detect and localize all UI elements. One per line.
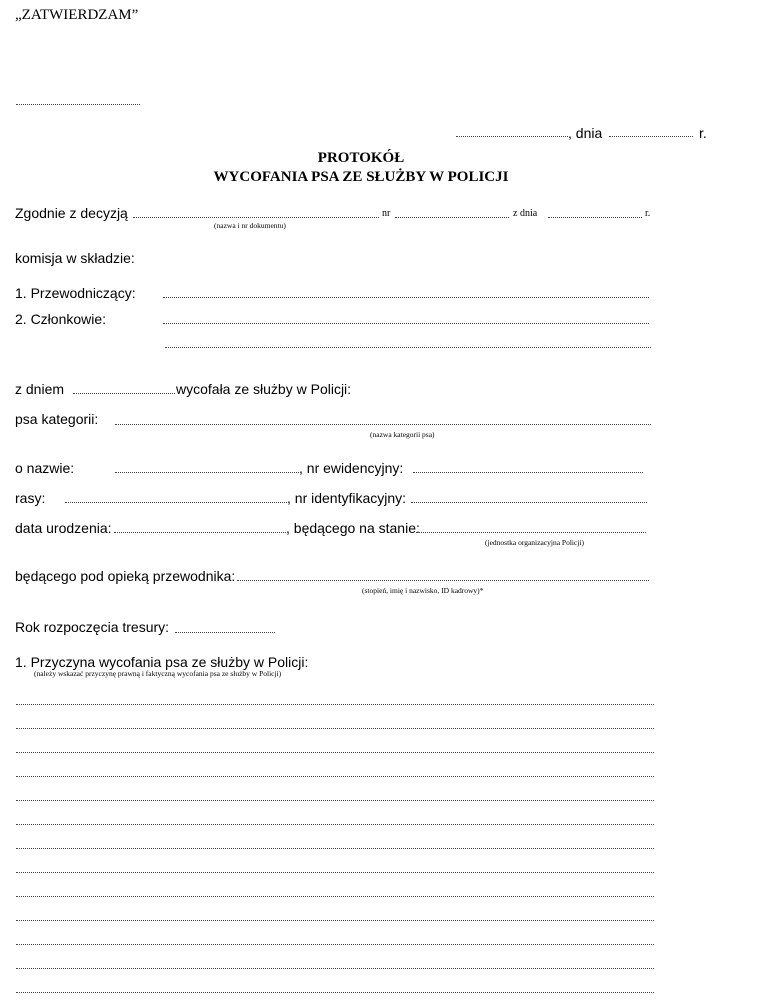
members-label: 2. Członkowie: — [15, 311, 107, 327]
place-dnia-label: , dnia — [568, 125, 603, 141]
reason-line[interactable] — [16, 800, 654, 801]
place-r-label: r. — [699, 125, 707, 141]
reason-label: 1. Przyczyna wycofania psa ze służby w Policji: — [15, 654, 309, 670]
chair-label: 1. Przewodniczący: — [15, 285, 136, 301]
evidence-number-field[interactable] — [413, 472, 643, 473]
member-field-1[interactable] — [163, 323, 649, 324]
breed-field[interactable] — [65, 502, 287, 503]
identification-number-field[interactable] — [411, 502, 647, 503]
handler-field[interactable] — [237, 580, 649, 581]
dog-category-field[interactable] — [115, 424, 651, 425]
reason-hint: (należy wskazać przyczynę prawną i faktyczną wycofania psa ze służby w Policji) — [34, 669, 282, 678]
document-title: PROTOKÓŁ — [317, 150, 405, 166]
breed-label: rasy: — [15, 490, 46, 506]
evidence-number-label: , nr ewidencyjny: — [299, 460, 404, 476]
reason-line[interactable] — [16, 824, 654, 825]
training-year-field[interactable] — [175, 632, 275, 633]
reason-line[interactable] — [16, 752, 654, 753]
approval-signature-field[interactable] — [16, 104, 140, 105]
handler-label: będącego pod opieką przewodnika: — [15, 568, 236, 584]
reason-line[interactable] — [16, 968, 654, 969]
decision-r-label: r. — [645, 208, 651, 219]
reason-line[interactable] — [16, 776, 654, 777]
reason-line[interactable] — [16, 848, 654, 849]
reason-line[interactable] — [16, 872, 654, 873]
z-dniem-label: z dniem — [15, 381, 65, 397]
dog-name-field[interactable] — [115, 472, 299, 473]
decision-date-field[interactable] — [548, 217, 642, 218]
place-field[interactable] — [456, 136, 568, 137]
training-year-label: Rok rozpoczęcia tresury: — [15, 619, 170, 635]
stock-unit-label: , będącego na stanie: — [286, 520, 420, 536]
reason-line[interactable] — [16, 896, 654, 897]
withdrawal-text: wycofała ze służby w Policji: — [176, 381, 352, 397]
chair-field[interactable] — [163, 297, 649, 298]
approval-heading: „ZATWIERDZAM” — [15, 7, 139, 23]
decision-hint: (nazwa i nr dokumentu) — [214, 221, 286, 230]
commission-label: komisja w składzie: — [15, 250, 135, 266]
decision-z-dnia-label: z dnia — [513, 208, 538, 219]
document-subtitle: WYCOFANIA PSA ZE SŁUŻBY W POLICJI — [213, 169, 509, 185]
decision-document-field[interactable] — [133, 217, 379, 218]
handler-hint: (stopień, imię i nazwisko, ID kadrowy)* — [362, 586, 484, 595]
stock-unit-hint: (jednostka organizacyjna Policji) — [485, 538, 584, 547]
reason-line[interactable] — [16, 728, 654, 729]
birth-date-label: data urodzenia: — [15, 520, 112, 536]
dog-name-label: o nazwie: — [15, 460, 75, 476]
identification-number-label: , nr identyfikacyjny: — [287, 490, 407, 506]
dog-category-hint: (nazwa kategorii psa) — [370, 430, 435, 439]
decision-nr-label: nr — [382, 208, 391, 219]
stock-unit-field[interactable] — [416, 532, 646, 533]
member-field-2[interactable] — [165, 347, 651, 348]
reason-line[interactable] — [16, 992, 654, 993]
dog-category-label: psa kategorii: — [15, 411, 99, 427]
reason-line[interactable] — [16, 704, 654, 705]
decision-number-field[interactable] — [395, 217, 509, 218]
reason-line[interactable] — [16, 944, 654, 945]
decision-label: Zgodnie z decyzją — [15, 205, 128, 221]
reason-line[interactable] — [16, 920, 654, 921]
place-date-field[interactable] — [609, 136, 693, 137]
withdrawal-date-field[interactable] — [73, 393, 175, 394]
birth-date-field[interactable] — [114, 532, 286, 533]
